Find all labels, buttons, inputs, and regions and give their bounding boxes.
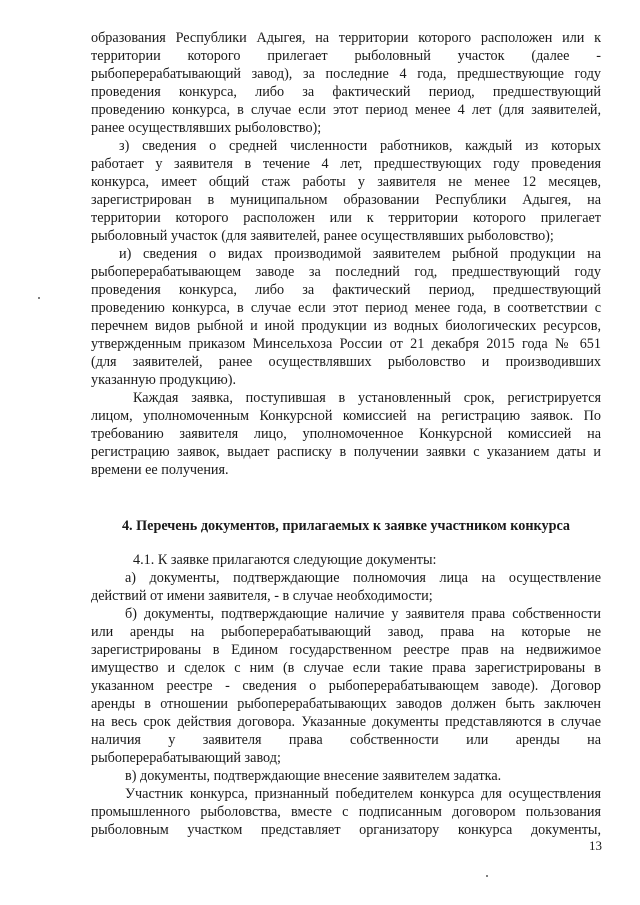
- paragraph-4-1: [91, 551, 601, 569]
- text-line: территории которого прилегает рыболовный участок (далее -: [91, 48, 601, 64]
- paragraph-b: [91, 605, 601, 767]
- text-line: зарегистрирован в муниципальном образовании Республики Адыгея, на: [91, 192, 601, 208]
- text-line: 4.1. К заявке прилагаются следующие документы:: [133, 552, 437, 568]
- text-line: и) сведения о видах производимой заявителем рыбной продукции на: [119, 246, 601, 262]
- text-line: промышленного рыболовства, вместе с подписанным договором пользования: [91, 804, 601, 820]
- paragraph-a: [91, 569, 601, 605]
- text-line: указанном реестре - сведения о рыбоперерабатывающем заводе). Договор: [91, 678, 601, 694]
- text-line: проведению конкурса, в случае если этот период менее года, в соответствии с: [91, 300, 601, 316]
- text-line: в) документы, подтверждающие внесение заявителем задатка.: [125, 768, 502, 784]
- paragraph-ranee: [91, 29, 601, 137]
- text-line: конкурса, имеет общий стаж работы у заявителя не менее 12 месяцев,: [91, 174, 601, 190]
- text-line: работает у заявителя в течение 4 лет, предшествующих году проведения: [91, 156, 601, 172]
- text-line: рыбоперерабатывающий завод), за последние 4 года, предшествующие году: [91, 66, 601, 82]
- text-line: перечнем видов рыбной и иной продукции из водных биологических ресурсов,: [91, 318, 601, 334]
- scan-speck: [486, 875, 488, 877]
- text-line: утвержденным приказом Минсельхоза России от 21 декабря 2015 года № 651: [91, 336, 601, 352]
- paragraph-z: [91, 137, 601, 245]
- text-line: аренды в отношении рыбоперерабатывающих заводов должен быть заключен: [91, 696, 601, 712]
- text-line: территории которого расположен или к территории которого прилегает: [91, 210, 601, 226]
- text-line: проведения конкурса, либо за фактический период, предшествующий: [91, 282, 601, 298]
- text-line: а) документы, подтверждающие полномочия лица на осуществление: [125, 570, 601, 586]
- text-line: имущество и сделок с ним (в случае если такие права зарегистрированы в: [91, 660, 601, 676]
- text-line: действий от имени заявителя, - в случае необходимости;: [91, 588, 433, 604]
- text-line: рыболовный участок (для заявителей, ранее осуществлявших рыболовство);: [91, 228, 554, 244]
- scan-speck: [38, 297, 40, 299]
- paragraph-winner: [91, 785, 601, 839]
- text-line: зарегистрированы в Едином государственном реестре прав на недвижимое: [91, 642, 601, 658]
- text-line: времени ее получения.: [91, 462, 229, 478]
- text-line: проведению конкурса, в случае если этот период менее 4 лет (для заявителей,: [91, 102, 601, 118]
- text-line: Каждая заявка, поступившая в установленный срок, регистрируется: [133, 390, 601, 406]
- paragraph-v: [91, 767, 601, 785]
- text-line: рыболовным участком представляет организатору конкурса документы,: [91, 822, 601, 838]
- text-line: б) документы, подтверждающие наличие у заявителя права собственности: [125, 606, 601, 622]
- text-line: образования Республики Адыгея, на территории которого расположен или к: [91, 30, 601, 46]
- text-line: указанную продукцию).: [91, 372, 237, 388]
- text-line: регистрацию заявок, выдает расписку в получении заявки с указанием даты и: [91, 444, 601, 460]
- text-line: на весь срок действия договора. Указанные документы представляются в случае: [91, 714, 601, 730]
- text-line: з) сведения о средней численности работников, каждый из которых: [119, 138, 601, 154]
- text-line: лицом, уполномоченным Конкурсной комиссией на регистрацию заявок. По: [91, 408, 601, 424]
- section-heading: 4. Перечень документов, прилагаемых к заявке участником конкурса: [121, 518, 571, 534]
- text-line: рыбоперерабатывающий завод;: [91, 750, 281, 766]
- text-line: (для заявителей, ранее осуществлявших рыболовство и производивших: [91, 354, 601, 370]
- text-line: рыбоперерабатывающем заводе за последний год, предшествующий году: [91, 264, 601, 280]
- paragraph-registration: [91, 389, 601, 479]
- page-number: 13: [589, 838, 602, 853]
- text-line: или аренды на рыбоперерабатывающий завод, права на которые не: [91, 624, 601, 640]
- text-line: Участник конкурса, признанный победителем конкурса для осуществления: [125, 786, 601, 802]
- paragraph-i: [91, 245, 601, 389]
- text-line: ранее осуществлявших рыболовство);: [91, 120, 322, 136]
- text-line: требованию заявителя лицо, уполномоченное Конкурсной комиссией на: [91, 426, 601, 442]
- text-line: проведения конкурса, либо за фактический период, предшествующий: [91, 84, 601, 100]
- text-line: наличия у заявителя права собственности или аренды на: [91, 732, 601, 748]
